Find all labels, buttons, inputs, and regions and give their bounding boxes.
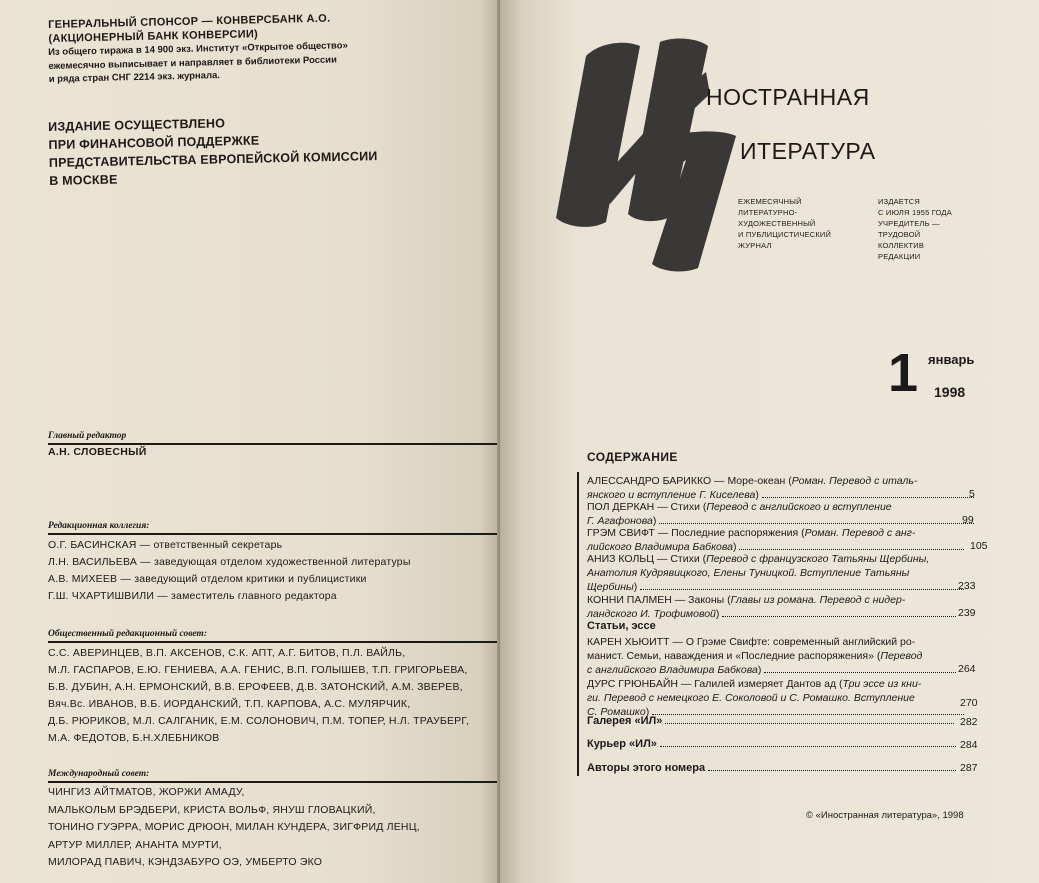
- toc-page-number: 5: [969, 488, 975, 500]
- toc-paren: ): [652, 515, 657, 527]
- intl-council-list: [48, 784, 420, 872]
- toc-entry: [587, 593, 959, 621]
- toc-page-number: 270: [960, 697, 978, 709]
- issue-month: январь: [928, 352, 975, 367]
- toc-note: Г. Агафонова: [587, 515, 653, 527]
- descriptor-line: ЕЖЕМЕСЯЧНЫЙ: [738, 197, 802, 206]
- toc-note: Роман. Перевод с италь-: [791, 475, 918, 487]
- left-page: [0, 0, 500, 883]
- section-rule: [48, 443, 500, 445]
- toc-page-number: 239: [958, 607, 976, 619]
- editorial-board-list: [48, 537, 411, 605]
- toc-author-title: АЛЕССАНДРО БАРИККО — Море-океан (: [587, 475, 792, 487]
- toc-note: Щербины: [587, 581, 634, 593]
- circulation-line: Из общего тиража в 14 900 экз. Институт «Открытое общество»: [48, 40, 348, 58]
- toc-entry: [587, 526, 967, 554]
- chief-editor-label: Главный редактор: [48, 431, 127, 441]
- toc-page-number: 105: [970, 540, 988, 552]
- dot-leader: [708, 770, 956, 771]
- toc-page-number: 287: [960, 762, 978, 774]
- toc-author-title: ДУРС ГРЮНБАЙН — Галилей измеряет Дантов ад (: [587, 678, 843, 690]
- toc-page-number: 284: [960, 739, 978, 751]
- eu-line: ИЗДАНИЕ ОСУЩЕСТВЛЕНО: [48, 116, 226, 134]
- founded-line: КОЛЛЕКТИВ: [878, 241, 925, 250]
- public-council-list: [48, 645, 469, 747]
- toc-note: ландского И. Трофимовой: [587, 608, 716, 620]
- descriptor-line: И ПУБЛИЦИСТИЧЕСКИЙ: [738, 230, 832, 239]
- toc-page-number: 282: [960, 716, 978, 728]
- founded-note: [878, 196, 952, 262]
- toc-note: Перевод с французского Татьяны Щербины,: [706, 553, 930, 565]
- council-line: М.А. ФЕДОТОВ, Б.Н.ХЛЕБНИКОВ: [48, 732, 220, 744]
- toc-note: Перевод с английского и вступление: [706, 501, 892, 513]
- dot-leader: [640, 589, 964, 590]
- dot-leader: [762, 497, 974, 498]
- council-line: МИЛОРАД ПАВИЧ, КЭНДЗАБУРО ОЭ, УМБЕРТО ЭКО: [48, 856, 323, 868]
- board-member: Л.Н. ВАСИЛЬЕВА — заведующая отделом художественной литературы: [48, 556, 411, 568]
- sponsor-line: ГЕНЕРАЛЬНЫЙ СПОНСОР — КОНВЕРСБАНК А.О.: [48, 12, 331, 31]
- board-member: О.Г. БАСИНСКАЯ — ответственный секретарь: [48, 539, 283, 551]
- founded-line: УЧРЕДИТЕЛЬ —: [878, 219, 940, 228]
- contents-side-rule: [577, 472, 579, 776]
- toc-entry: [587, 737, 959, 751]
- council-line: Д.Б. РЮРИКОВ, М.Л. САЛГАНИК, Е.М. СОЛОНОВИЧ, П.М. ТОПЕР, Н.Л. ТРАУБЕРГ,: [48, 715, 470, 727]
- founded-line: ИЗДАЕТСЯ: [878, 197, 921, 206]
- section-rule: [48, 781, 500, 783]
- toc-note: Три эссе из кни-: [842, 678, 922, 690]
- toc-section-heading: Авторы этого номера: [587, 762, 706, 774]
- masthead-line-2: ИТЕРАТУРА: [740, 138, 876, 164]
- eu-line: ПРИ ФИНАНСОВОЙ ПОДДЕРЖКЕ: [48, 133, 260, 152]
- toc-section-heading: Статьи, эссе: [587, 620, 656, 632]
- toc-paren: ): [645, 706, 650, 718]
- descriptor-line: ЛИТЕРАТУРНО-: [738, 208, 798, 217]
- council-line: Вяч.Вс. ИВАНОВ, В.Б. ИОРДАНСКИЙ, Т.П. КАРПОВА, А.С. МУЛЯРЧИК,: [48, 698, 411, 710]
- issue-number: 1: [888, 343, 919, 403]
- founded-line: С ИЮЛЯ 1955 ГОДА: [878, 208, 952, 217]
- toc-author-title: ПОЛ ДЕРКАН — Стихи (: [587, 501, 707, 513]
- eu-line: ПРЕДСТАВИТЕЛЬСТВА ЕВРОПЕЙСКОЙ КОМИССИИ: [48, 149, 378, 170]
- council-line: АРТУР МИЛЛЕР, АНАНТА МУРТИ,: [48, 838, 222, 851]
- masthead-line-1: НОСТРАННАЯ: [706, 84, 870, 110]
- toc-entry: [587, 761, 959, 775]
- copyright-line: © «Иностранная литература», 1998: [806, 810, 964, 821]
- toc-page-number: 233: [958, 580, 976, 592]
- council-line: ЧИНГИЗ АЙТМАТОВ, ЖОРЖИ АМАДУ,: [48, 786, 245, 798]
- right-page: [500, 0, 1039, 883]
- founded-line: ТРУДОВОЙ: [878, 230, 921, 239]
- toc-entry: [587, 552, 967, 594]
- dot-leader: [660, 746, 956, 747]
- circulation-note: [48, 37, 429, 86]
- toc-paren: ): [633, 581, 638, 593]
- toc-author-title: АНИЗ КОЛЬЦ — Стихи (: [587, 553, 707, 565]
- dot-leader: [659, 523, 974, 524]
- toc-author-title: ГРЭМ СВИФТ — Последние распоряжения (: [587, 527, 805, 539]
- dot-leader: [722, 616, 956, 617]
- toc-author-title: манист. Семьи, наваждения и «Последние распоряжения» (: [587, 650, 881, 662]
- toc-section-heading: Курьер «ИЛ»: [587, 738, 657, 750]
- toc-note: лийского Владимира Бабкова: [587, 541, 733, 553]
- toc-paren: ): [732, 541, 737, 553]
- board-member: А.В. МИХЕЕВ — заведующий отделом критики и публицистики: [48, 573, 367, 585]
- toc-note: с английского Владимира Бабкова: [587, 664, 758, 676]
- descriptor-line: ХУДОЖЕСТВЕННЫЙ: [738, 219, 816, 228]
- dot-leader: [764, 672, 956, 673]
- contents-title: СОДЕРЖАНИЕ: [587, 450, 678, 464]
- circulation-line: и ряда стран СНГ 2214 экз. журнала.: [48, 70, 221, 85]
- toc-entry: [587, 474, 977, 502]
- council-line: ТОНИНО ГУЭРРА, МОРИС ДРЮОН, МИЛАН КУНДЕРА, ЗИГФРИД ЛЕНЦ,: [48, 821, 420, 833]
- journal-logo-il: [548, 32, 738, 272]
- toc-note: Главы из романа. Перевод с нидер-: [730, 594, 906, 606]
- toc-note: С. Ромашко: [587, 706, 646, 718]
- eu-support-note: [48, 111, 378, 190]
- intl-council-label: Международный совет:: [48, 769, 150, 779]
- section-rule: [48, 533, 500, 535]
- toc-section-heading: Галерея «ИЛ»: [587, 715, 663, 727]
- public-council-label: Общественный редакционный совет:: [48, 629, 207, 639]
- toc-note: янского и вступление Г. Киселева: [587, 489, 756, 501]
- toc-author-title: КАРЕН ХЬЮИТТ — О Грэме Свифте: современный английский ро-: [587, 636, 916, 648]
- toc-page-number: 99: [962, 514, 974, 526]
- toc-paren: ): [715, 608, 720, 620]
- council-line: С.С. АВЕРИНЦЕВ, В.П. АКСЕНОВ, С.К. АПТ, А.Г. БИТОВ, П.Л. ВАЙЛЬ,: [48, 647, 406, 659]
- editorial-board-label: Редакционная коллегия:: [48, 521, 150, 531]
- toc-author-title: КОННИ ПАЛМЕН — Законы (: [587, 594, 731, 606]
- eu-line: В МОСКВЕ: [49, 172, 118, 188]
- toc-entry: [587, 635, 959, 677]
- council-line: МАЛЬКОЛЬМ БРЭДБЕРИ, КРИСТА ВОЛЬФ, ЯНУШ ГЛОВАЦКИЙ,: [48, 803, 376, 816]
- journal-descriptor: [738, 196, 831, 251]
- toc-note: Роман. Перевод с анг-: [804, 527, 916, 539]
- dot-leader: [739, 549, 964, 550]
- council-line: Б.В. ДУБИН, А.Н. ЕРМОНСКИЙ, В.В. ЕРОФЕЕВ, Д.В. ЗАТОНСКИЙ, А.М. ЗВЕРЕВ,: [48, 681, 463, 693]
- toc-entry: [587, 714, 957, 728]
- descriptor-line: ЖУРНАЛ: [738, 241, 772, 250]
- toc-note: Анатолия Кудрявицкого, Елены Туницкой. Вступление Татьяны: [587, 567, 910, 579]
- toc-page-number: 264: [958, 663, 976, 675]
- circulation-line: ежемесячно выписывает и направляет в библиотеки России: [48, 53, 338, 72]
- toc-note: Перевод: [880, 650, 923, 662]
- toc-entry: [587, 500, 977, 528]
- dot-leader: [665, 723, 954, 724]
- founded-line: РЕДАКЦИИ: [878, 252, 921, 261]
- chief-editor-name: А.Н. СЛОВЕСНЫЙ: [48, 446, 147, 458]
- board-member: Г.Ш. ЧХАРТИШВИЛИ — заместитель главного редактора: [48, 590, 337, 602]
- council-line: М.Л. ГАСПАРОВ, Е.Ю. ГЕНИЕВА, А.А. ГЕНИС, В.П. ГОЛЫШЕВ, Т.П. ГРИГОРЬЕВА,: [48, 664, 468, 676]
- section-rule: [48, 641, 500, 643]
- toc-paren: ): [757, 664, 762, 676]
- toc-note: ги. Перевод с немецкого Е. Соколовой и С. Ромашко. Вступление: [587, 692, 915, 704]
- toc-paren: ): [755, 489, 759, 501]
- toc-entry: [587, 677, 967, 719]
- sponsor-line: (АКЦИОНЕРНЫЙ БАНК КОНВЕРСИИ): [48, 28, 259, 45]
- issue-year: 1998: [934, 384, 966, 400]
